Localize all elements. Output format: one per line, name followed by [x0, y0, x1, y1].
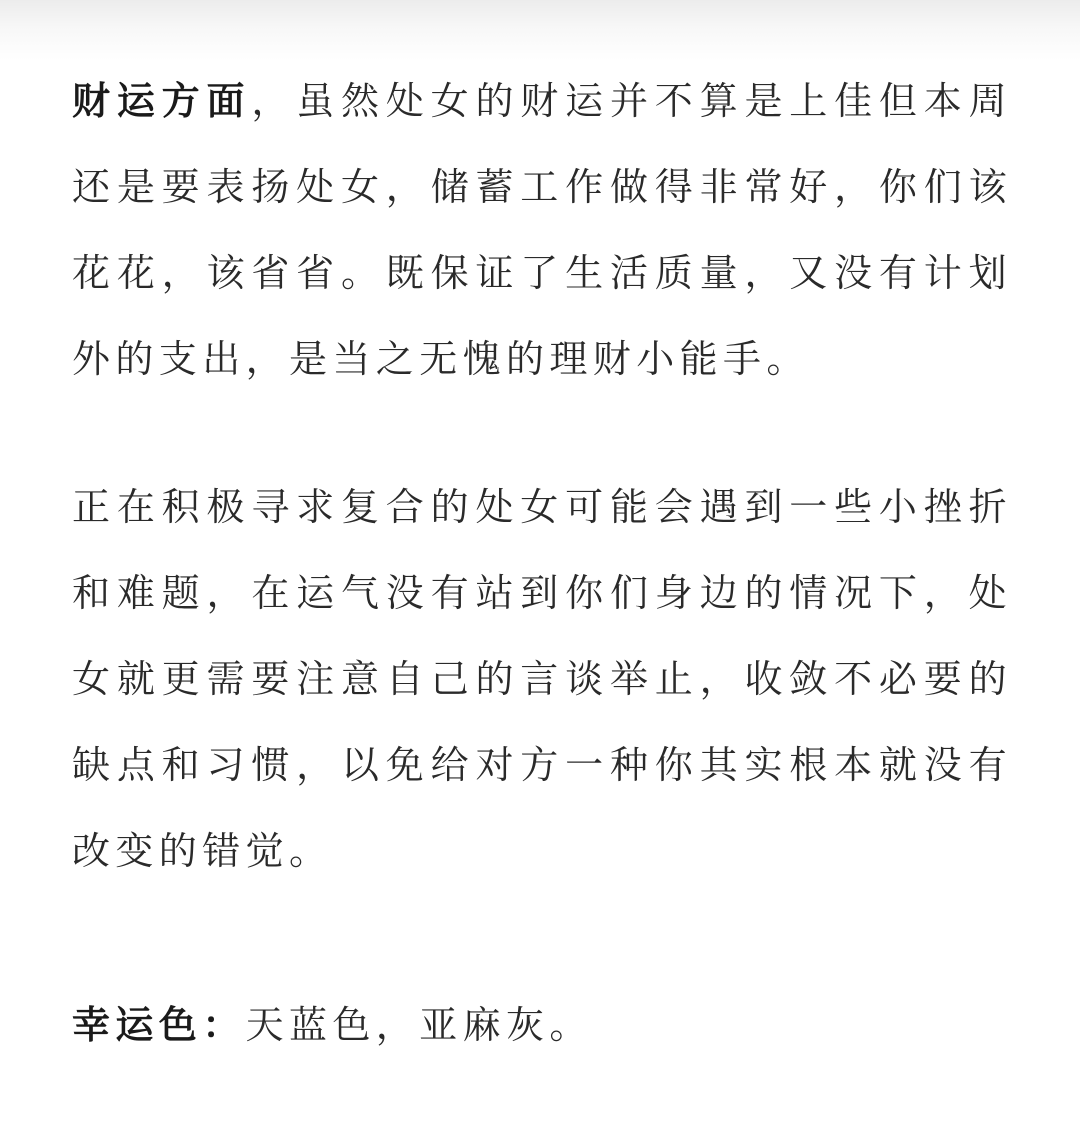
lucky-color-paragraph: [72, 982, 1012, 1068]
top-shadow: [0, 0, 1080, 60]
wealth-heading: 财运方面: [72, 79, 252, 123]
lucky-color-label: 幸运色：: [72, 1003, 246, 1047]
article-body: [72, 58, 1012, 1130]
reunion-text: 正在积极寻求复合的处女可能会遇到一些小挫折和难题，在运气没有站到你们身边的情况下，处女就更需要注意自己的言谈举止，收敛不必要的缺点和习惯，以免给对方一种你其实根本就没有改变的错觉。: [72, 485, 1012, 873]
wealth-text: ，虽然处女的财运并不算是上佳但本周还是要表扬处女，储蓄工作做得非常好，你们该花花，该省省。既保证了生活质量，又没有计划外的支出，是当之无愧的理财小能手。: [72, 79, 1012, 381]
wealth-paragraph: [72, 58, 1012, 402]
reunion-paragraph: [72, 464, 1012, 894]
lucky-color-value: 天蓝色，亚麻灰。: [245, 1003, 593, 1047]
